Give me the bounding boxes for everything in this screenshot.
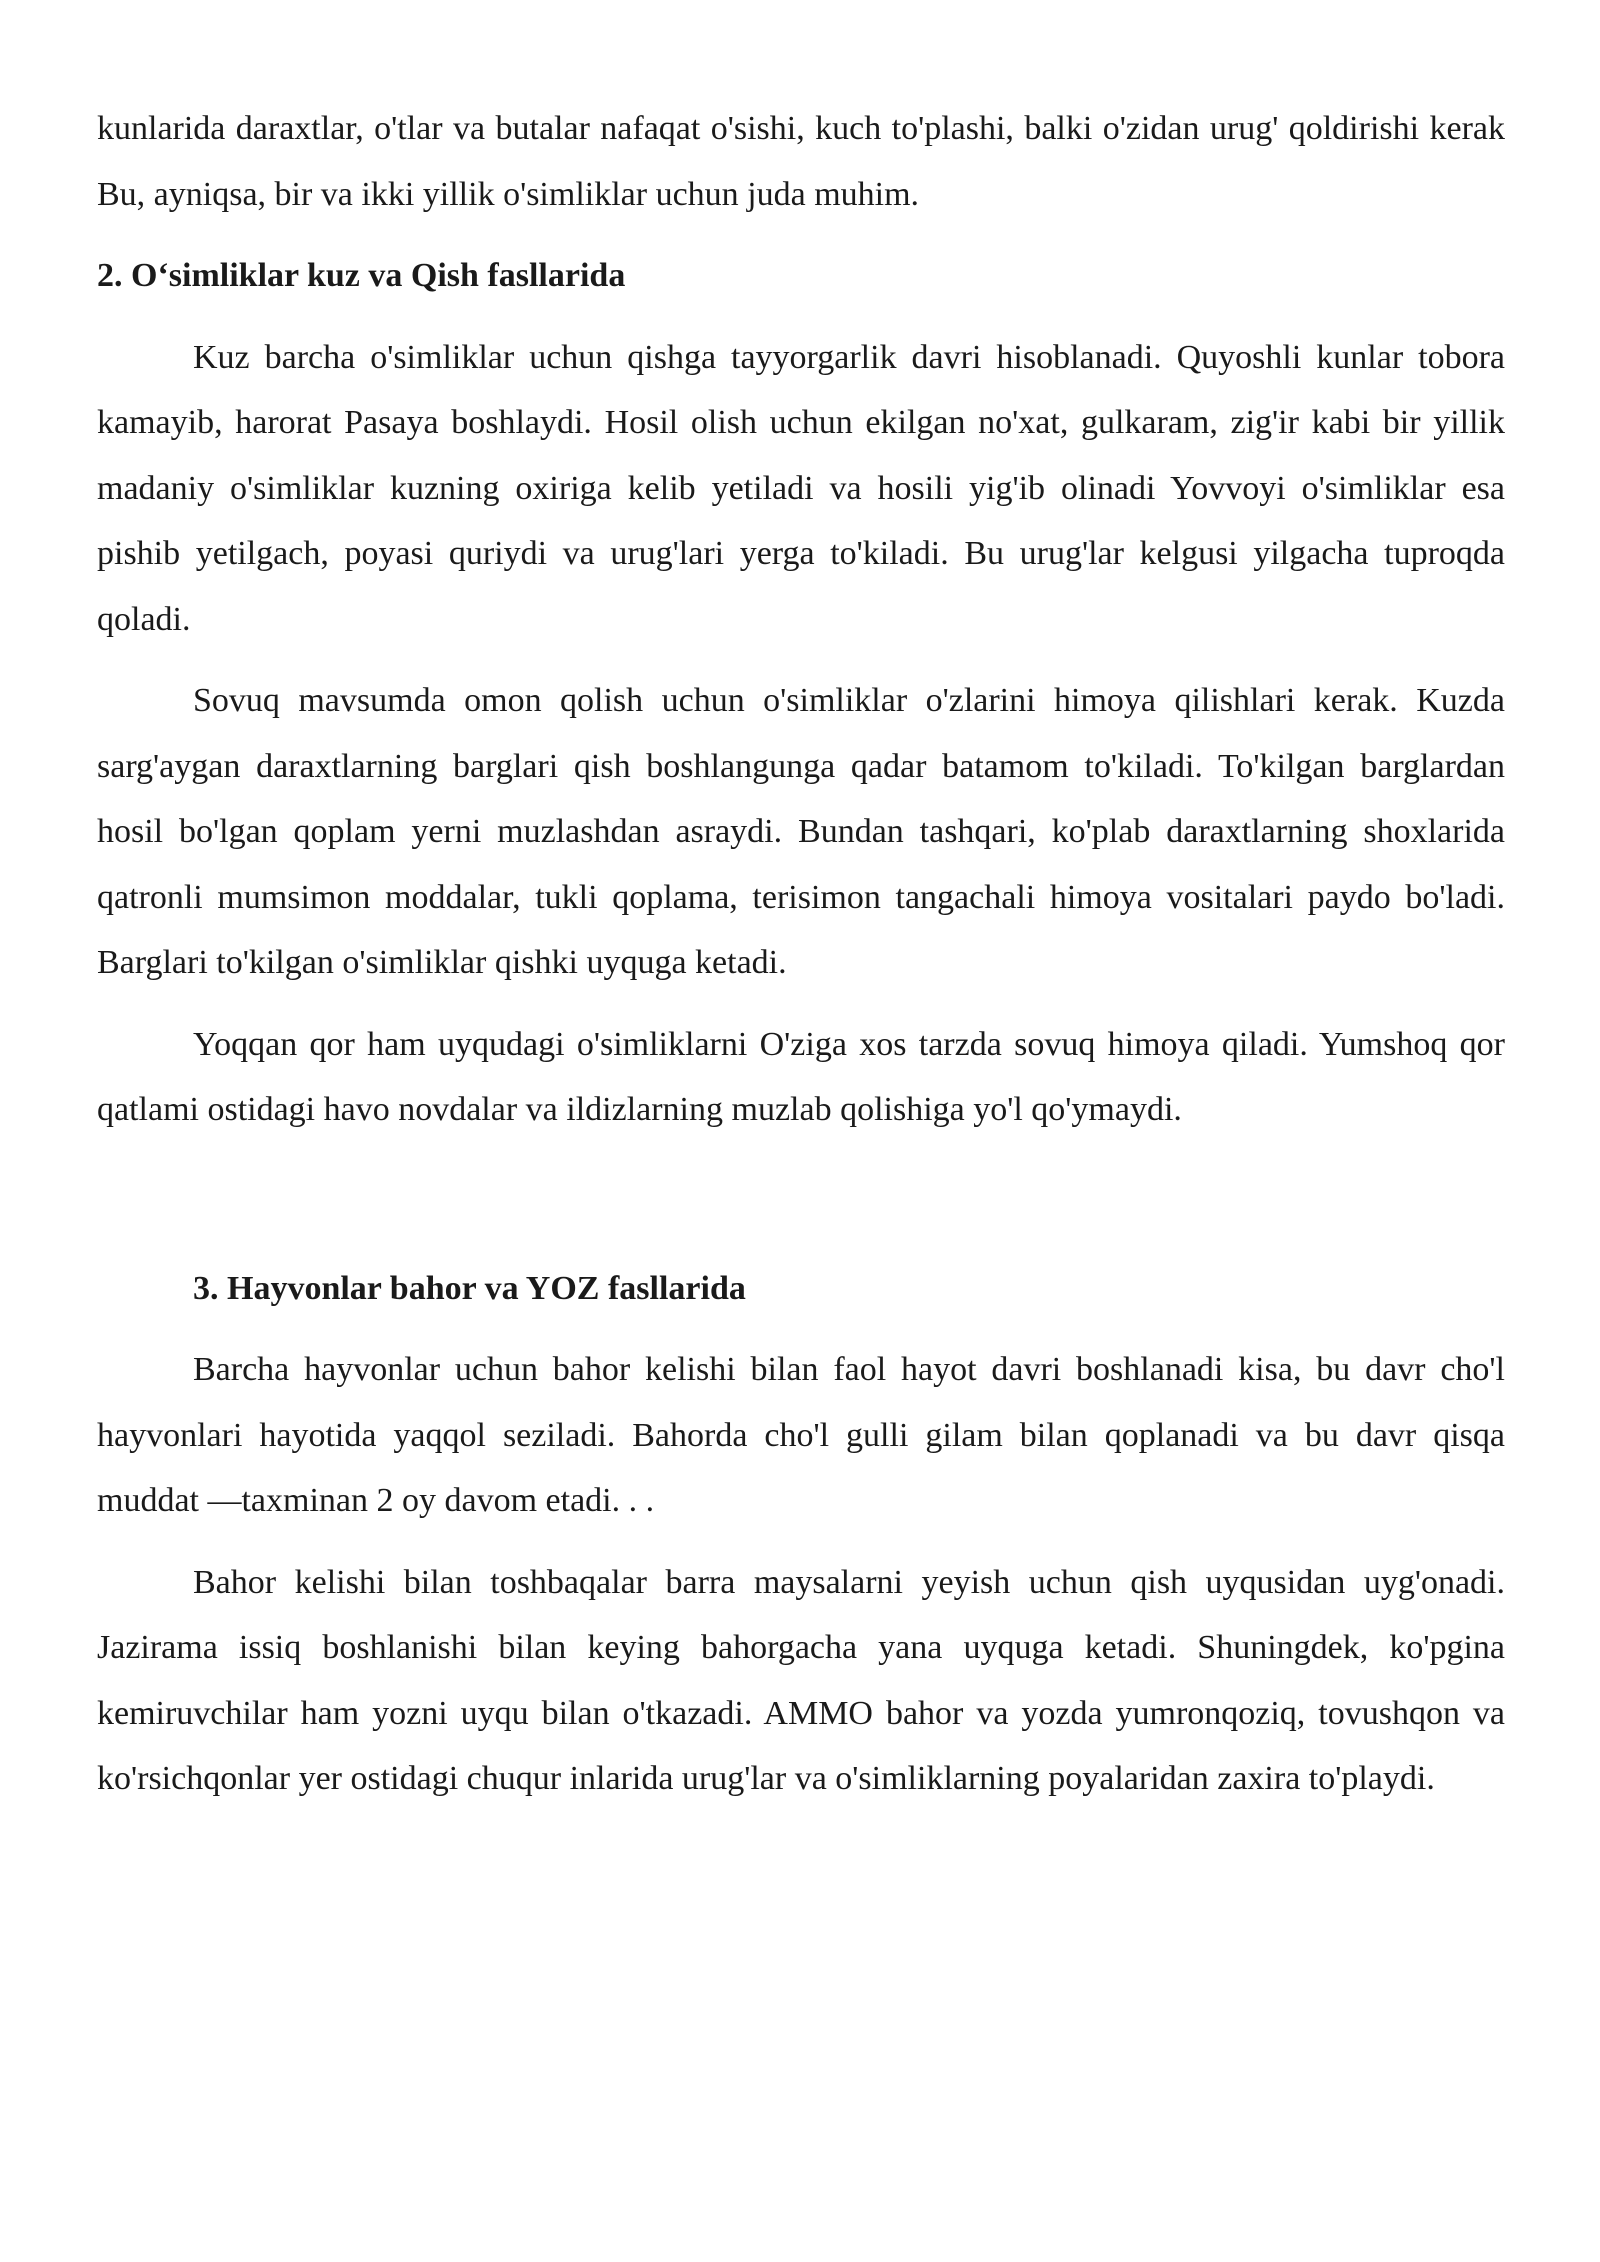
paragraph-snow-protection: Yoqqan qor ham uyqudagi o'simliklarni O'ziga xos tarzda sovuq himoya qiladi. Yumshoq qor qatlami ostidagi havo novdalar va ildizlarning muzlab qolishiga yo'l qo'ymaydi. bbox=[97, 1025, 1505, 1128]
paragraph-autumn: Kuz barcha o'simliklar uchun qishga tayyorgarlik davri hisoblanadi. Quyoshli kunlar tobora kamayib, harorat Pasaya boshlaydi. Hosil olish uchun ekilgan no'xat, gulkaram, zig'ir kabi bir yillik madaniy o'simliklar kuzning oxiriga kelib yetiladi va hosili yig'ib olinadi Yovvoyi o'simliklar esa pishib yetilgach, poyasi quriydi va urug'lari yerga to'kiladi. Bu urug'lar kelgusi yilgacha tuproqda qoladi. bbox=[97, 338, 1505, 638]
section-heading-plants-autumn-winter: 2. O‘simliklar kuz va Qish fasllarida bbox=[97, 257, 626, 294]
paragraph-cold-season-protection: Sovuq mavsumda omon qolish uchun o'simliklar o'zlarini himoya qilishlari kerak. Kuzda sarg'aygan daraxtlarning barglari qish boshlangunga qadar batamom to'kiladi. To'kilgan barglardan hosil bo'lgan qoplam yerni muzlashdan asraydi. Bundan tashqari, ko'plab daraxtlarning shoxlarida qatronli mumsimon moddalar, tukli qoplama, terisimon tangachali himoya vositalari paydo bo'ladi. Barglari to'kilgan o'simliklar qishki uyquga ketadi. bbox=[97, 682, 1505, 981]
paragraph-spring-activity: Barcha hayvonlar uchun bahor kelishi bilan faol hayot davri boshlanadi kisa, bu davr cho'l hayvonlari hayotida yaqqol seziladi. Bahorda cho'l gulli gilam bilan qoplanadi va bu davr qisqa muddat —taxminan 2 oy davom etadi. . . bbox=[97, 1351, 1505, 1519]
blank-line bbox=[97, 1143, 1505, 1240]
document-page bbox=[97, 96, 1505, 1812]
continued-paragraph: kunlarida daraxtlar, o'tlar va butalar nafaqat o'sishi, kuch to'plashi, balki o'zidan urug' qoldirishi kerak Bu, ayniqsa, bir va ikki yillik o'simliklar uchun juda muhim. bbox=[97, 110, 1505, 213]
section-heading-animals-spring-summer: 3. Hayvonlar bahor va YOZ fasllarida bbox=[193, 1269, 746, 1307]
paragraph-tortoises-rodents: Bahor kelishi bilan toshbaqalar barra maysalarni yeyish uchun qish uyqusidan uyg'onadi. Jazirama issiq boshlanishi bilan keying bahorgacha yana uyquga ketadi. Shuningdek, ko'pgina kemiruvchilar ham yozni uyqu bilan o'tkazadi. AMMO bahor va yozda yumronqoziq, tovushqon va ko'rsichqonlar yer ostidagi chuqur inlarida urug'lar va o'simliklarning poyalaridan zaxira to'playdi. bbox=[97, 1563, 1505, 1797]
